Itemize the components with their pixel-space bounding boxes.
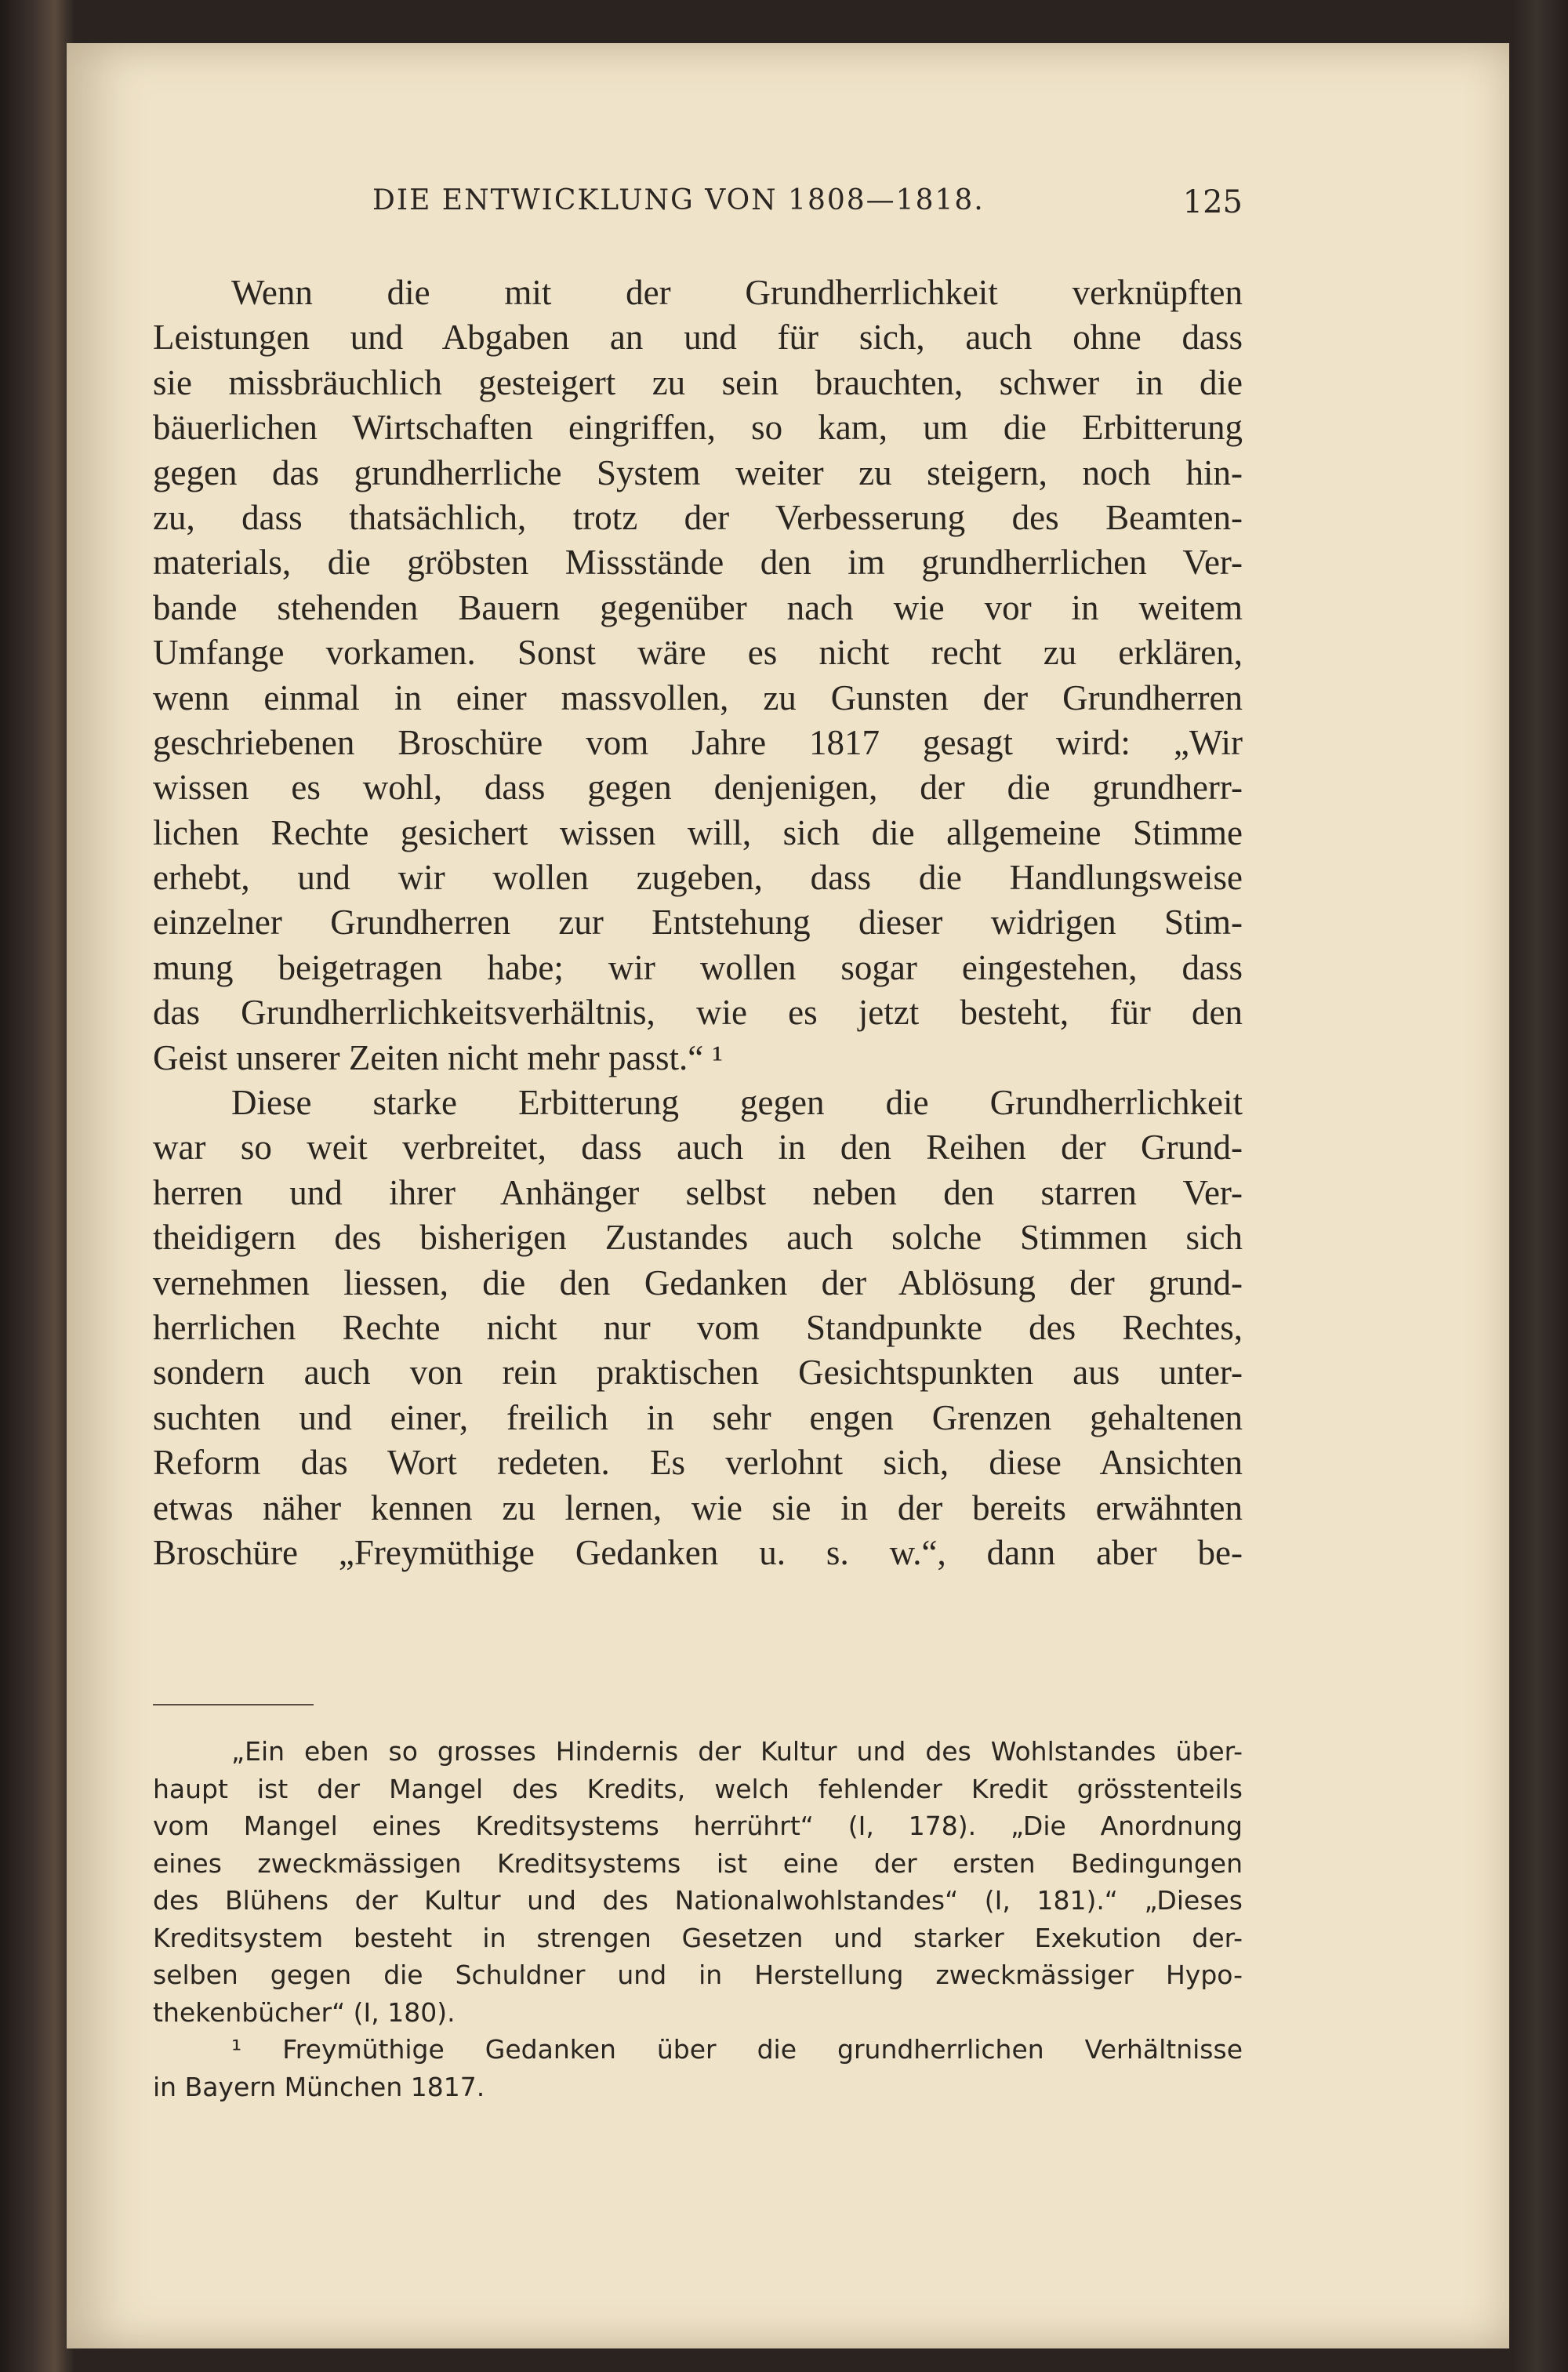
text-line: Geist unserer Zeiten nicht mehr passt.“ ¹ — [153, 1037, 724, 1077]
text-line: Broschüre „Freymüthige Gedanken u. s. w.“, dann aber be- — [153, 1532, 1243, 1572]
footnote-line: eines zweckmässigen Kreditsystems ist eine der ersten Bedingungen — [153, 1847, 1243, 1879]
text-line: materials, die gröbsten Missstände den im grundherrlichen Ver- — [153, 543, 1243, 583]
text-line: Reform das Wort redeten. Es verlohnt sich, diese Ansichten — [153, 1443, 1243, 1483]
text-line: Wenn die mit der Grundherrlichkeit verknüpften — [231, 273, 1243, 312]
footnotes — [153, 1733, 1243, 2105]
text-line: erhebt, und wir wollen zugeben, dass die Handlungsweise — [153, 858, 1243, 898]
text-line: herrlichen Rechte nicht nur vom Standpunkte des Rechtes, — [153, 1307, 1243, 1347]
text-line: Diese starke Erbitterung gegen die Grundherrlichkeit — [231, 1083, 1243, 1123]
text-line: Umfange vorkamen. Sonst wäre es nicht recht zu erklären, — [153, 633, 1243, 673]
text-line: suchten und einer, freilich in sehr engen Grenzen gehaltenen — [153, 1397, 1243, 1437]
footnote-line: in Bayern München 1817. — [153, 2071, 485, 2102]
running-header — [372, 184, 1243, 239]
text-line: theidigern des bisherigen Zustandes auch solche Stimmen sich — [153, 1218, 1243, 1258]
text-line: das Grundherrlichkeitsverhältnis, wie es jetzt besteht, für den — [153, 993, 1243, 1033]
text-line: sie missbräuchlich gesteigert zu sein brauchten, schwer in die — [153, 362, 1243, 402]
footnote-line: haupt ist der Mangel des Kredits, welch fehlender Kredit grösstenteils — [153, 1773, 1243, 1804]
text-line: wenn einmal in einer massvollen, zu Gunsten der Grundherren — [153, 677, 1243, 717]
text-line: bäuerlichen Wirtschaften eingriffen, so kam, um die Erbitterung — [153, 408, 1243, 448]
text-line: Leistungen und Abgaben an und für sich, auch ohne dass — [153, 318, 1243, 358]
footnote-line: thekenbücher“ (I, 180). — [153, 1996, 456, 2028]
text-line: vernehmen liessen, die den Gedanken der Ablösung der grund- — [153, 1262, 1243, 1302]
text-line: wissen es wohl, dass gegen denjenigen, der die grundherr- — [153, 768, 1243, 808]
footnote-line: ¹ Freymüthige Gedanken über die grundherrlichen Verhältnisse — [231, 2034, 1243, 2065]
text-line: bande stehenden Bauern gegenüber nach wie vor in weitem — [153, 587, 1243, 627]
text-line: mung beigetragen habe; wir wollen sogar eingestehen, dass — [153, 947, 1243, 987]
main-text — [153, 271, 1243, 1575]
text-line: war so weit verbreitet, dass auch in den Reihen der Grund- — [153, 1128, 1243, 1168]
text-line: herren und ihrer Anhänger selbst neben den starren Ver- — [153, 1172, 1243, 1212]
text-line: geschriebenen Broschüre vom Jahre 1817 gesagt wird: „Wir — [153, 722, 1243, 762]
footnote-line: Kreditsystem besteht in strengen Gesetzen und starker Exekution der- — [153, 1922, 1243, 1953]
footnote-line: „Ein eben so grosses Hindernis der Kultur und des Wohlstandes über- — [231, 1736, 1243, 1767]
text-line: sondern auch von rein praktischen Gesichtspunkten aus unter- — [153, 1353, 1243, 1393]
running-title: DIE ENTWICKLUNG VON 1808—1818. — [372, 184, 985, 216]
footnote-rule — [153, 1704, 314, 1705]
footnote-line: vom Mangel eines Kreditsystems herrührt“ (I, 178). „Die Anordnung — [153, 1811, 1243, 1841]
text-line: einzelner Grundherren zur Entstehung dieser widrigen Stim- — [153, 903, 1243, 943]
text-line: gegen das grundherrliche System weiter zu steigern, noch hin- — [153, 452, 1243, 492]
text-line: etwas näher kennen zu lernen, wie sie in der bereits erwähnten — [153, 1487, 1243, 1527]
text-line: lichen Rechte gesichert wissen will, sich die allgemeine Stimme — [153, 812, 1243, 852]
text-line: zu, dass thatsächlich, trotz der Verbesserung des Beamten- — [153, 497, 1243, 537]
footnote-line: selben gegen die Schuldner und in Herstellung zweckmässiger Hypo- — [153, 1960, 1243, 1990]
page-number: 125 — [1182, 184, 1243, 220]
footnote-line: des Blühens der Kultur und des Nationalwohlstandes“ (I, 181).“ „Dieses — [153, 1885, 1243, 1916]
